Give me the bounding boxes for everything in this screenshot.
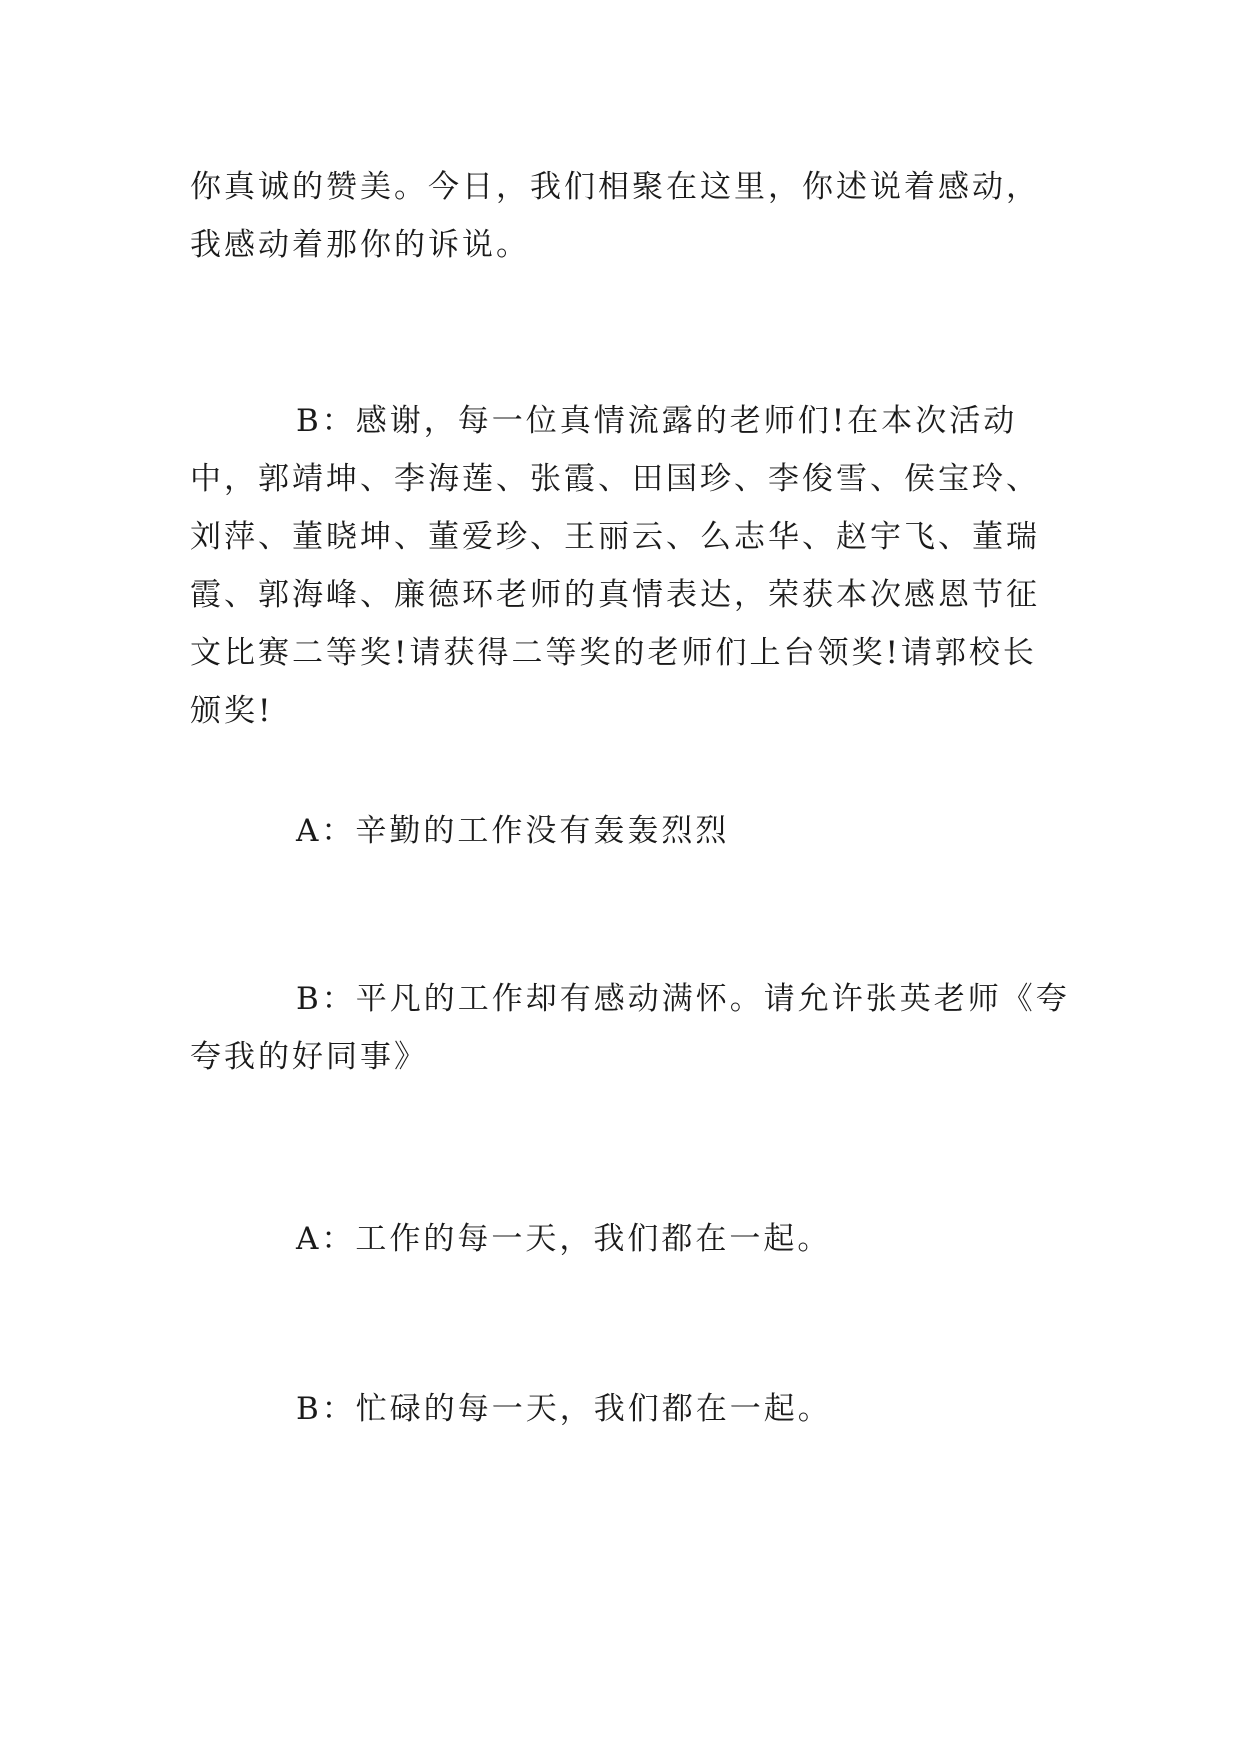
paragraph-awards: B：感谢，每一位真情流露的老师们!在本次活动中，郭靖坤、李海莲、张霞、田国珍、李俊雪、侯宝玲、刘萍、董晓坤、董爱珍、王丽云、么志华、赵宇飞、董瑞霞、郭海峰、廉德环老师的真情表达，荣获本次感恩节征文比赛二等奖!请获得二等奖的老师们上台领奖!请郭校长颁奖! [190, 403, 1040, 729]
paragraph-a-hardwork: A：辛勤的工作没有轰轰烈烈 [296, 813, 730, 849]
paragraph-continuation: 你真诚的赞美。今日，我们相聚在这里，你述说着感动，我感动着那你的诉说。 [190, 169, 1040, 263]
paragraph-b-busy-day: B：忙碌的每一天，我们都在一起。 [296, 1391, 832, 1427]
paragraph-b-ordinary-work: B：平凡的工作却有感动满怀。请允许张英老师《夸夸我的好同事》 [190, 981, 1070, 1075]
paragraph-a-every-day: A：工作的每一天，我们都在一起。 [296, 1221, 832, 1257]
